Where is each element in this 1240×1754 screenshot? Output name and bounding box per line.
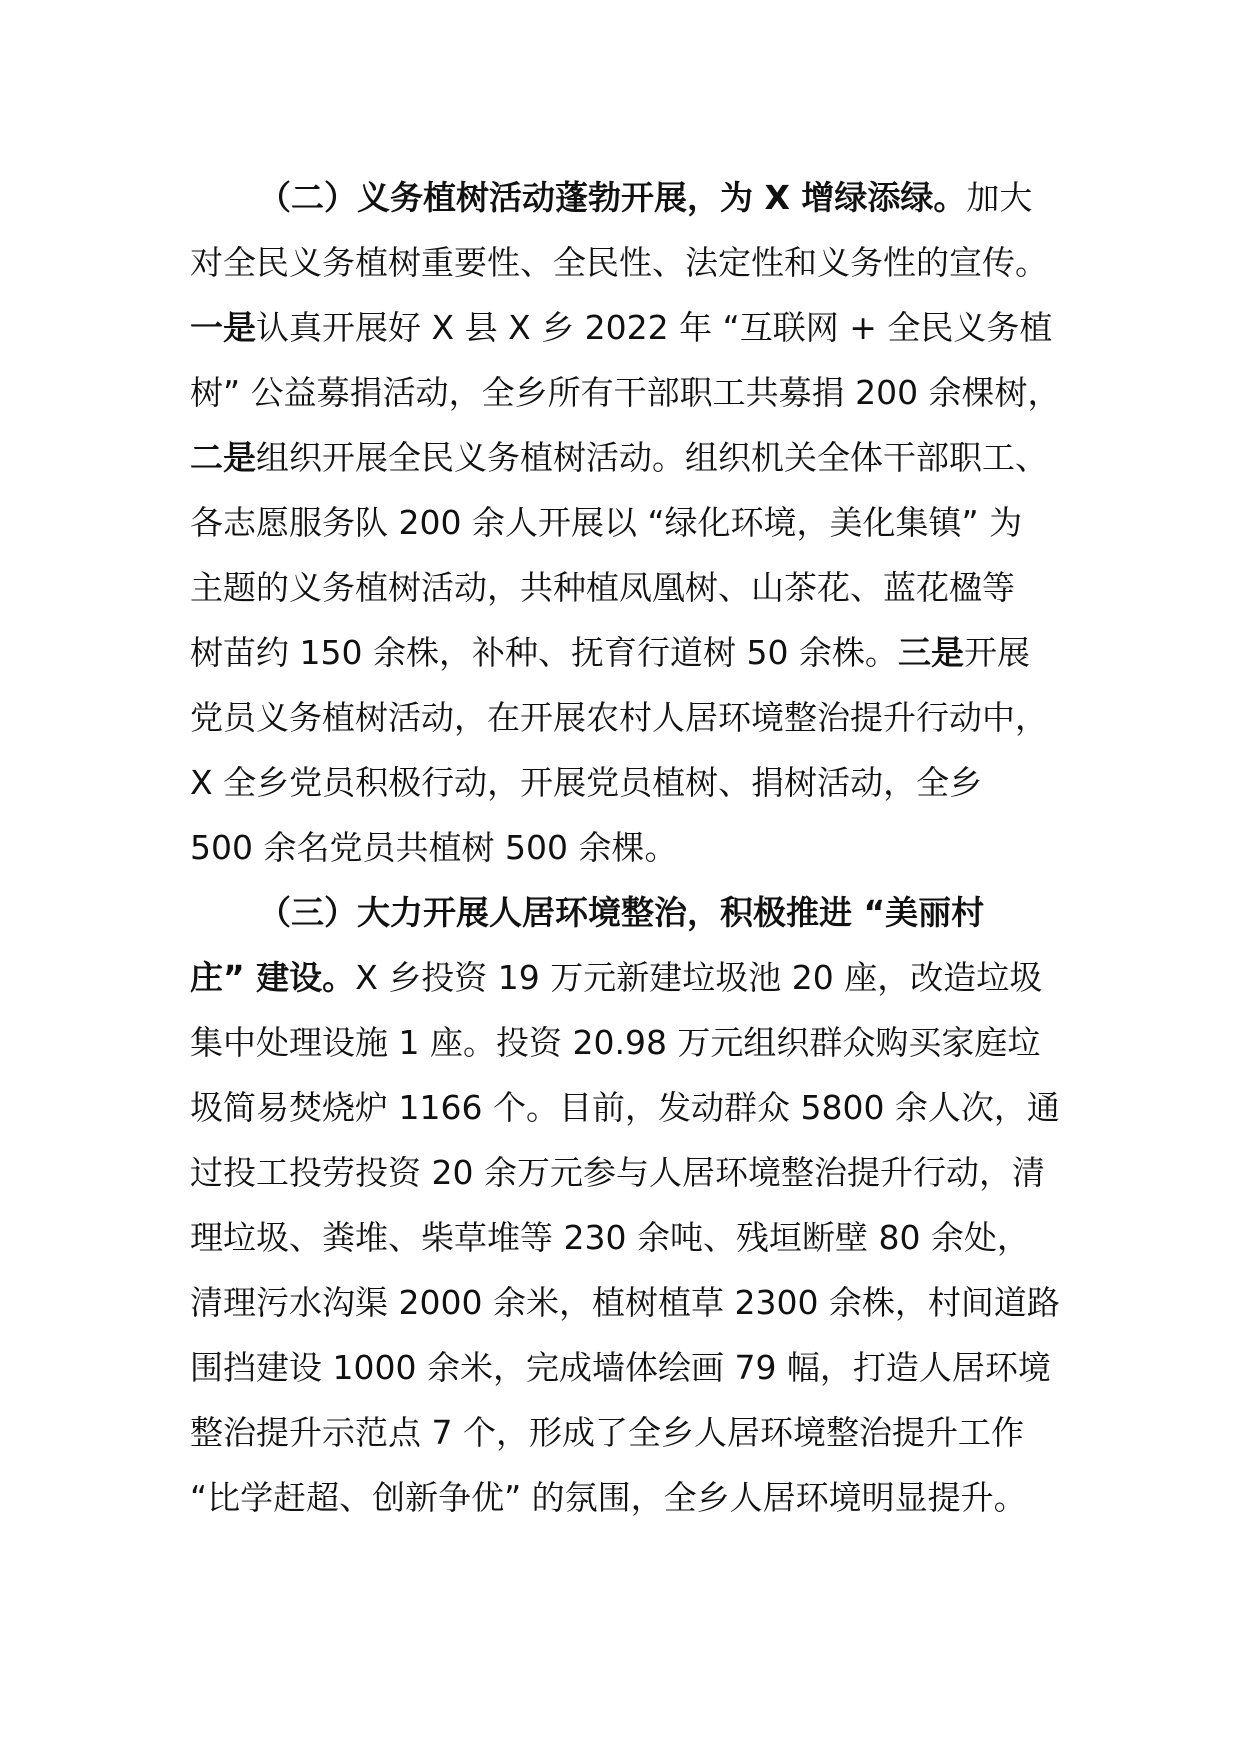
- item1-label: 一是: [190, 308, 256, 347]
- section2-line-1: [258, 175, 1032, 221]
- section2-line-3: [190, 305, 1052, 351]
- section3-body-2: 集中处理设施 1 座。投资 20.98 万元组织群众购买家庭垃: [190, 1023, 1041, 1062]
- section3-line-2: [190, 955, 1042, 1001]
- item3-text-1: 开展: [963, 633, 1030, 672]
- section2-intro-start: 加大: [966, 178, 1033, 217]
- section3-body-8: 整治提升示范点 7 个，形成了全乡人居环境整治提升工作: [190, 1413, 1024, 1452]
- item2-label: 二是: [190, 438, 256, 477]
- section3-line-7: [190, 1280, 1060, 1326]
- item3-text-4: 500 余名党员共植树 500 余棵。: [190, 828, 678, 867]
- section2-intro-end: 对全民义务植树重要性、全民性、法定性和义务性的宣传。: [190, 243, 1048, 282]
- section2-line-5: [190, 435, 1048, 481]
- item2-text-4: 树苗约 150 余株，补种、抚育行道树 50 余株。: [190, 633, 898, 672]
- section2-line-10: [190, 760, 982, 806]
- section3-heading-1: （三）大力开展人居环境整治，积极推进 “美丽村: [258, 893, 985, 932]
- section2-heading: （二）义务植树活动蓬勃开展，为 X 增绿添绿。: [258, 178, 967, 217]
- section2-line-11: [190, 825, 677, 871]
- item1-text-2: 树” 公益募捐活动，全乡所有干部职工共募捐 200 余棵树，: [190, 373, 1061, 412]
- item1-text-1: 认真开展好 X 县 X 乡 2022 年 “互联网 + 全民义务植: [256, 308, 1053, 347]
- section3-body-3: 圾简易焚烧炉 1166 个。目前，发动群众 5800 余人次，通: [190, 1088, 1060, 1127]
- section3-body-6: 清理污水沟渠 2000 余米，植树植草 2300 余株，村间道路: [190, 1283, 1060, 1322]
- item2-text-2: 各志愿服务队 200 余人开展以 “绿化环境，美化集镇” 为: [190, 503, 1023, 542]
- section3-line-4: [190, 1085, 1060, 1131]
- section2-line-7: [190, 565, 1015, 611]
- section3-body-4: 过投工投劳投资 20 余万元参与人居环境整治提升行动，清: [190, 1153, 1045, 1192]
- section3-line-6: [190, 1215, 1030, 1261]
- item3-text-2: 党员义务植树活动，在开展农村人居环境整治提升行动中，: [190, 698, 1048, 737]
- section2-line-4: [190, 370, 1061, 416]
- section3-body-1: X 乡投资 19 万元新建垃圾池 20 座，改造垃圾: [355, 958, 1043, 997]
- section3-line-1: [258, 890, 984, 936]
- section3-body-9: “比学赶超、创新争优” 的氛围，全乡人居环境明显提升。: [190, 1478, 1027, 1517]
- item2-text-3: 主题的义务植树活动，共种植凤凰树、山茶花、蓝花楹等: [190, 568, 1015, 607]
- section2-line-2: [190, 240, 1048, 286]
- section3-line-5: [190, 1150, 1045, 1196]
- section2-line-8: [190, 630, 1030, 676]
- item3-text-3: X 全乡党员积极行动，开展党员植树、捐树活动，全乡: [190, 763, 983, 802]
- item2-text-1: 组织开展全民义务植树活动。组织机关全体干部职工、: [256, 438, 1048, 477]
- section3-line-3: [190, 1020, 1040, 1066]
- section3-body-7: 围挡建设 1000 余米，完成墙体绘画 79 幅，打造人居环境: [190, 1348, 1051, 1387]
- section3-line-9: [190, 1410, 1024, 1456]
- section2-line-6: [190, 500, 1022, 546]
- section2-line-9: [190, 695, 1048, 741]
- section3-line-10: [190, 1475, 1027, 1521]
- section3-heading-2: 庄” 建设。: [190, 958, 356, 997]
- item3-label: 三是: [897, 633, 964, 672]
- section3-line-8: [190, 1345, 1051, 1391]
- section3-body-5: 理垃圾、粪堆、柴草堆等 230 余吨、残垣断壁 80 余处，: [190, 1218, 1030, 1257]
